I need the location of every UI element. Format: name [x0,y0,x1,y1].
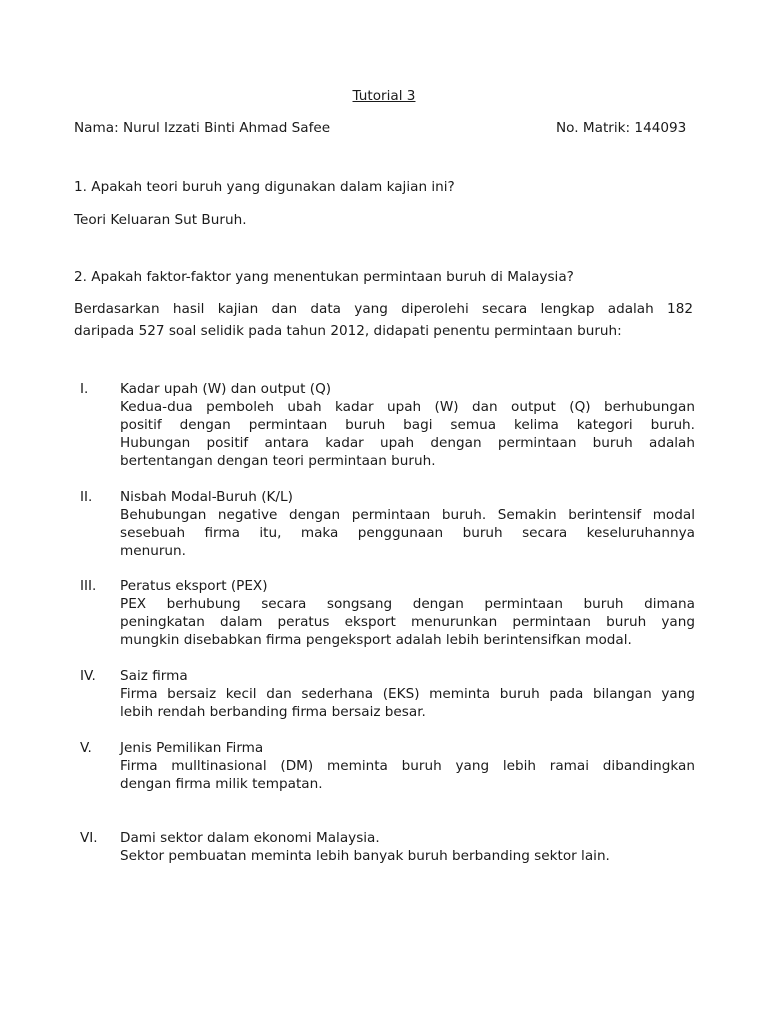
item-numeral: VI. [80,830,98,846]
question-1: 1. Apakah teori buruh yang digunakan dalam kajian ini? [74,179,455,195]
item-line: Sektor pembuatan meminta lebih banyak buruh berbanding sektor lain. [120,848,610,864]
item-body [120,685,695,721]
item-line: Firma mulltinasional (DM) meminta buruh yang lebih ramai dibandingkan [120,758,695,774]
intro-line: daripada 527 soal selidik pada tahun 2012, didapati penentu permintaan buruh: [74,323,622,339]
item-line: sesebuah firma itu, maka penggunaan buruh secara keseluruhannya [120,525,695,541]
item-body [120,398,695,470]
item-line: positif dengan permintaan buruh bagi semua kelima kategori buruh. [120,417,695,433]
item-numeral: II. [80,489,93,505]
student-name: Nama: Nurul Izzati Binti Ahmad Safee [74,120,331,136]
item-heading: Saiz firma [120,668,188,684]
item-body [120,506,695,560]
item-line: Behubungan negative dengan permintaan buruh. Semakin berintensif modal [120,507,695,523]
answer-2-intro [74,298,693,342]
matric-number: No. Matrik: 144093 [556,120,687,136]
document-title: Tutorial 3 [352,88,416,104]
item-line: PEX berhubung secara songsang dengan permintaan buruh dimana [120,596,695,612]
item-line: mungkin disebabkan firma pengeksport adalah lebih berintensifkan modal. [120,632,632,648]
item-line: peningkatan dalam peratus eksport menurunkan permintaan buruh yang [120,614,695,630]
item-heading: Jenis Pemilikan Firma [120,740,264,756]
item-numeral: I. [80,381,89,397]
item-line: bertentangan dengan teori permintaan buruh. [120,453,436,469]
item-body [120,757,695,793]
item-heading: Nisbah Modal-Buruh (K/L) [120,489,293,505]
item-body [120,595,695,649]
item-heading: Dami sektor dalam ekonomi Malaysia. [120,830,380,846]
item-line: Hubungan positif antara kadar upah dengan permintaan buruh adalah [120,435,695,451]
answer-1: Teori Keluaran Sut Buruh. [74,212,247,228]
item-line: lebih rendah berbanding firma bersaiz besar. [120,704,426,720]
item-line: menurun. [120,543,186,559]
item-line: Kedua-dua pemboleh ubah kadar upah (W) dan output (Q) berhubungan [120,399,695,415]
question-2: 2. Apakah faktor-faktor yang menentukan permintaan buruh di Malaysia? [74,269,574,285]
item-body [120,847,695,865]
item-heading: Peratus eksport (PEX) [120,578,268,594]
item-line: Firma bersaiz kecil dan sederhana (EKS) meminta buruh pada bilangan yang [120,686,695,702]
item-numeral: III. [80,578,97,594]
item-numeral: V. [80,740,92,756]
intro-line: Berdasarkan hasil kajian dan data yang diperolehi secara lengkap adalah 182 [74,301,693,317]
item-heading: Kadar upah (W) dan output (Q) [120,381,332,397]
item-line: dengan firma milik tempatan. [120,776,323,792]
item-numeral: IV. [80,668,96,684]
